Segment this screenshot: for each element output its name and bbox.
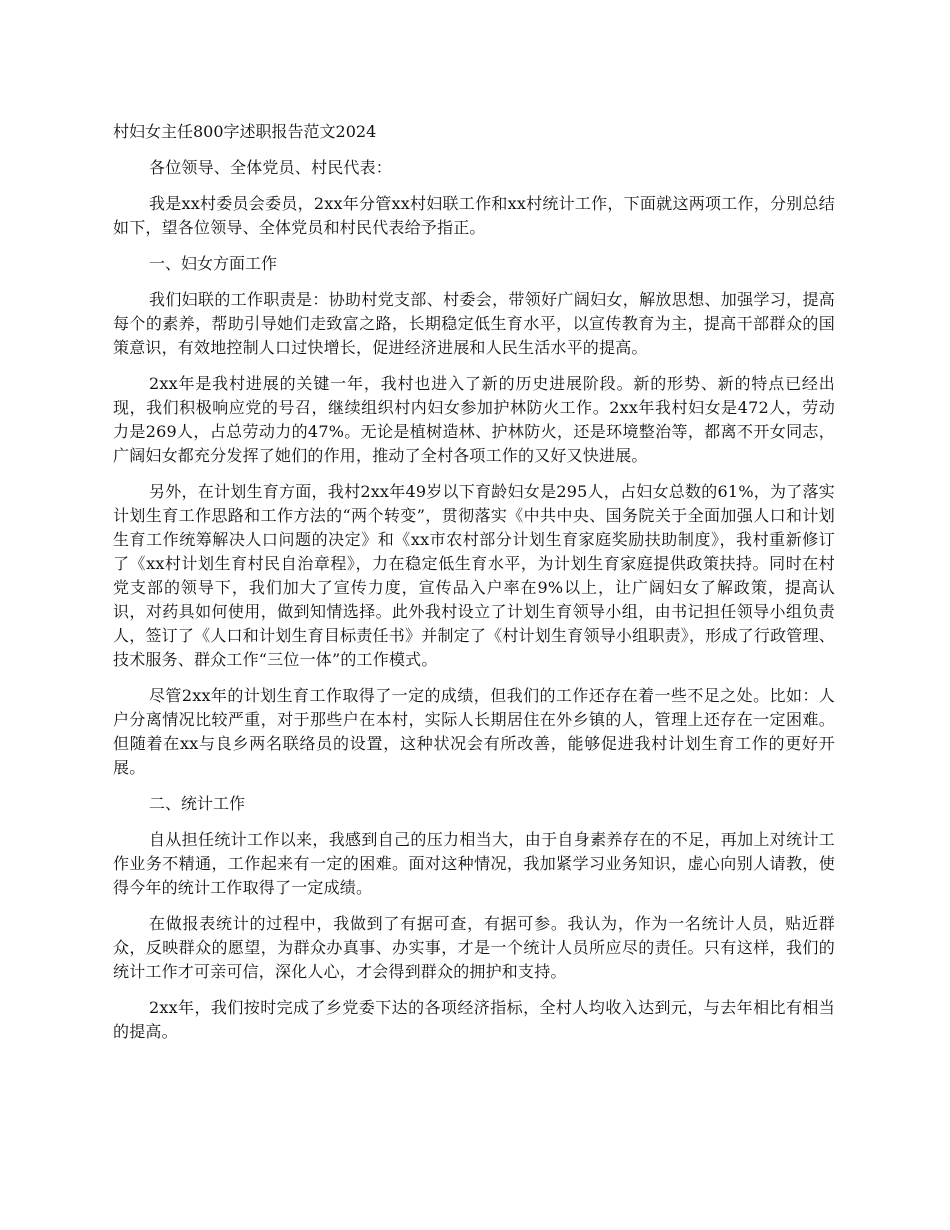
body-paragraph: 我们妇联的工作职责是：协助村党支部、村委会，带领好广阔妇女，解放思想、加强学习，提高每个的素养，帮助引导她们走致富之路，长期稳定低生育水平，以宣传教育为主，提高干部群众的国策意识，有效地控制人口过快增长，促进经济进展和人民生活水平的提高。 (113, 290, 835, 357)
body-paragraph: 在做报表统计的过程中，我做到了有据可查，有据可参。我认为，作为一名统计人员，贴近群众，反映群众的愿望，为群众办真事、办实事，才是一个统计人员所应尽的责任。只有这样，我们的统计工作才可亲可信，深化人心，才会得到群众的拥护和支持。 (113, 914, 835, 981)
document-title: 村妇女主任800字述职报告范文2024 (113, 122, 377, 141)
section-heading-women-work: 一、妇女方面工作 (149, 254, 278, 273)
greeting-paragraph: 各位领导、全体党员、村民代表： (149, 158, 393, 177)
section-heading-statistics-work: 二、统计工作 (149, 794, 246, 813)
body-paragraph: 2xx年是我村进展的关键一年，我村也进入了新的历史进展阶段。新的形势、新的特点已经出现，我们积极响应党的号召，继续组织村内妇女参加护林防火工作。2xx年我村妇女是472人，劳动力是269人，占总劳动力的47%。无论是植树造林、护林防火，还是环境整治等，都离不开女同志，广阔妇女都充分发挥了她们的作用，推动了全村各项工作的又好又快进展。 (113, 374, 835, 465)
document-page (113, 120, 835, 1056)
body-paragraph: 自从担任统计工作以来，我感到自己的压力相当大，由于自身素养存在的不足，再加上对统计工作业务不精通，工作起来有一定的困难。面对这种情况，我加紧学习业务知识，虚心向别人请教，使得今年的统计工作取得了一定成绩。 (113, 830, 835, 897)
body-paragraph: 另外，在计划生育方面，我村2xx年49岁以下育龄妇女是295人，占妇女总数的61%，为了落实计划生育工作思路和工作方法的“两个转变”，贯彻落实《中共中央、国务院关于全面加强人口和计划生育工作统筹解决人口问题的决定》和《xx市农村部分计划生育家庭奖励扶助制度》，我村重新修订了《xx村计划生育村民自治章程》，力在稳定低生育水平，为计划生育家庭提供政策扶持。同时在村党支部的领导下，我们加大了宣传力度，宣传品入户率在9%以上，让广阔妇女了解政策，提高认识，对药具如何使用，做到知情选择。此外我村设立了计划生育领导小组，由书记担任领导小组负责人，签订了《人口和计划生育目标责任书》并制定了《村计划生育领导小组职责》，形成了行政管理、技术服务、群众工作“三位一体”的工作模式。 (113, 482, 835, 669)
body-paragraph: 2xx年，我们按时完成了乡党委下达的各项经济指标，全村人均收入达到元，与去年相比有相当的提高。 (113, 998, 835, 1041)
body-paragraph: 尽管2xx年的计划生育工作取得了一定的成绩，但我们的工作还存在着一些不足之处。比如：人户分离情况比较严重，对于那些户在本村，实际人长期居住在外乡镇的人，管理上还存在一定困难。但随着在xx与良乡两名联络员的设置，这种状况会有所改善，能够促进我村计划生育工作的更好开展。 (113, 686, 835, 777)
intro-paragraph: 我是xx村委员会委员，2xx年分管xx村妇联工作和xx村统计工作，下面就这两项工作，分别总结如下，望各位领导、全体党员和村民代表给予指正。 (113, 194, 835, 237)
